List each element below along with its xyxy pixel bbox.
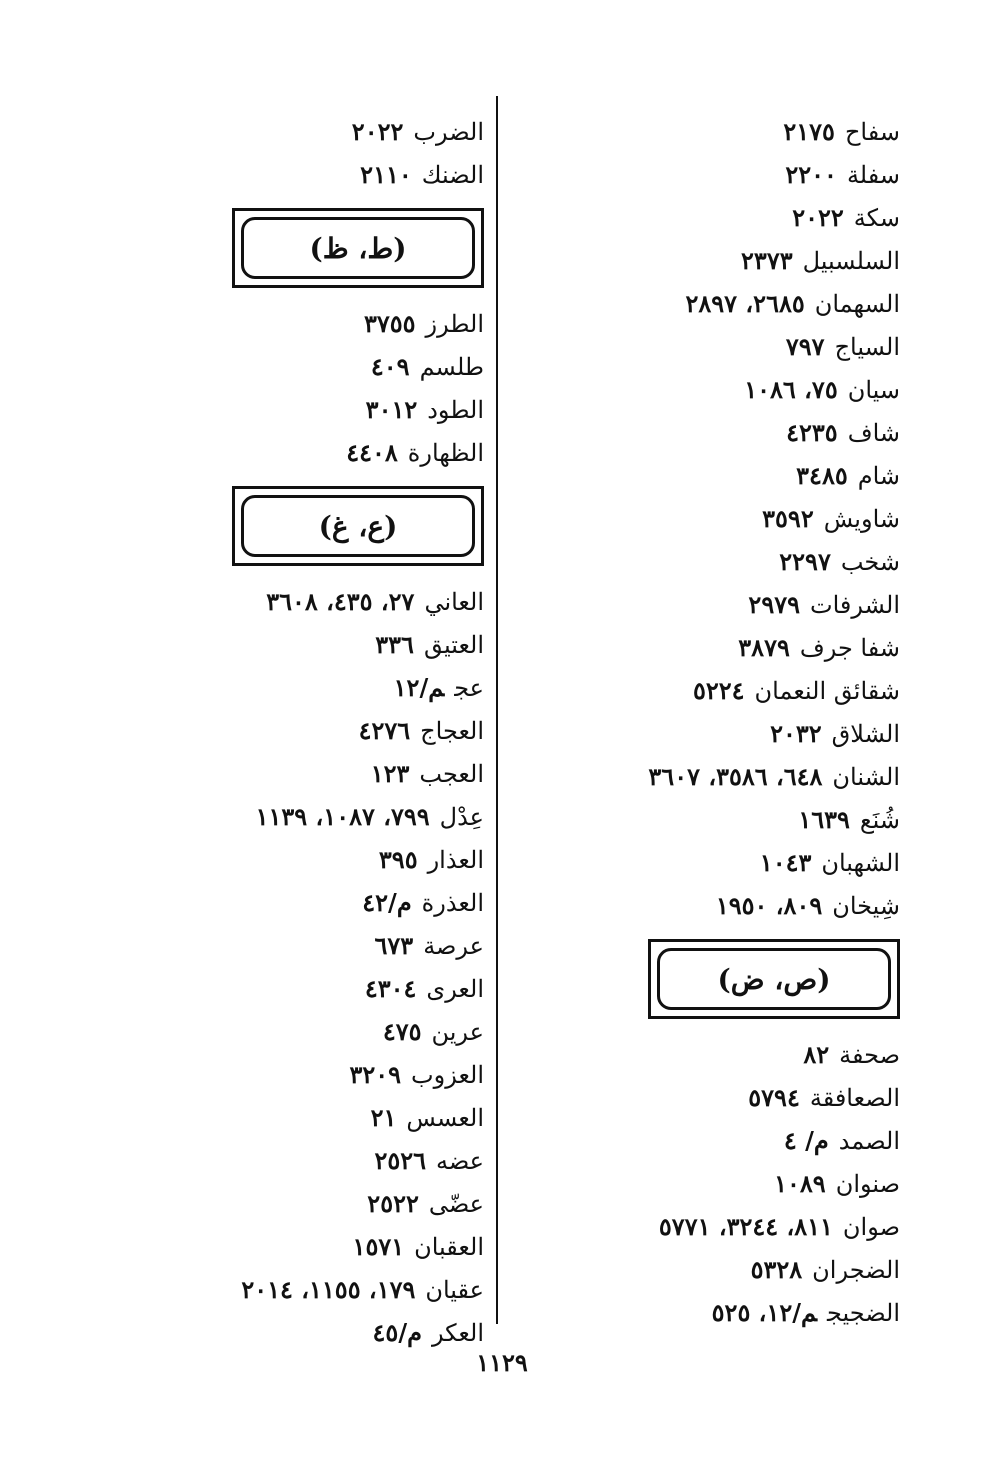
entry-references: ١٧٩، ١١٥٥، ٢٠١٤	[241, 1275, 416, 1304]
index-entry	[174, 580, 484, 623]
index-entry	[480, 1076, 900, 1119]
index-entry	[174, 1268, 484, 1311]
entry-term: الشنان	[832, 763, 900, 791]
entry-references: ٤٢٣٥	[786, 418, 838, 447]
entries-group	[480, 110, 900, 927]
index-entry	[174, 1139, 484, 1182]
index-entry	[174, 1010, 484, 1053]
entry-term: العتيق	[423, 631, 484, 659]
entry-term: الصعافقة	[809, 1084, 900, 1112]
right-column	[480, 110, 900, 1334]
entry-references: ٣٥٩٢	[762, 504, 814, 533]
entry-references: ٤٤٠٨	[346, 438, 398, 467]
entry-references: م/١٢	[393, 673, 445, 702]
entry-term: الضرب	[413, 118, 484, 146]
index-entry	[174, 795, 484, 838]
entry-references: ١٥٧١	[352, 1232, 405, 1261]
entry-term: عضّى	[428, 1190, 484, 1218]
entry-term: العقبان	[414, 1233, 484, 1261]
entry-term: سفاح	[844, 118, 900, 146]
page-number: ١١٢٩	[476, 1348, 528, 1377]
index-entry	[174, 302, 484, 345]
entry-references: ٥٢٢٤	[692, 676, 745, 705]
entry-term: الصمد	[838, 1127, 900, 1155]
entry-term: عقيان	[425, 1276, 484, 1304]
index-entry	[480, 712, 900, 755]
entry-term: عِدْل	[439, 803, 484, 831]
index-entry	[480, 1248, 900, 1291]
entry-references: ٢١٧٥	[783, 117, 835, 146]
entry-references: ١٠٨٩	[774, 1169, 826, 1198]
index-entry	[480, 1291, 900, 1334]
entry-term: الشهبان	[821, 849, 900, 877]
entry-term: السياج	[834, 333, 900, 361]
entry-references: ٦٧٣	[374, 931, 414, 960]
entry-references: ٧٩٧	[785, 332, 825, 361]
entry-references: م/٤٢	[362, 888, 412, 917]
entry-references: ٥٧٩٤	[748, 1083, 800, 1112]
entry-references: ٣٠١٢	[365, 395, 418, 424]
entry-references: ٤٣٠٤	[364, 974, 417, 1003]
entry-term: صحفة	[839, 1041, 900, 1069]
index-entry	[480, 153, 900, 196]
section-header-sad-dad	[648, 939, 900, 1019]
entry-term: العكر	[431, 1319, 484, 1347]
index-entry	[480, 755, 900, 798]
entry-term: الضجيج	[826, 1299, 900, 1327]
entry-term: صنوان	[835, 1170, 900, 1198]
index-entry	[480, 583, 900, 626]
entry-term: الضنك	[421, 161, 484, 189]
index-entry	[480, 540, 900, 583]
entry-references: ٨١١، ٣٢٤٤، ٥٧٧١	[658, 1212, 833, 1241]
entry-references: ٨٠٩، ١٩٥٠	[715, 891, 823, 920]
entry-term: شخب	[840, 548, 900, 576]
entries-group	[480, 1033, 900, 1334]
entry-references: م/ ٤	[783, 1126, 829, 1155]
index-entry	[480, 1033, 900, 1076]
entry-references: ٥٣٢٨	[750, 1255, 803, 1284]
entry-references: ٢٧، ٤٣٥، ٣٦٠٨	[266, 587, 415, 616]
index-entry	[480, 110, 900, 153]
index-entry	[480, 841, 900, 884]
entry-references: ٣٤٨٥	[796, 461, 848, 490]
section-header-ain-ghain	[232, 486, 484, 566]
entry-term: شاويش	[823, 505, 900, 533]
index-entry	[480, 626, 900, 669]
entry-term: سيان	[847, 376, 900, 404]
entry-term: سفلة	[846, 161, 900, 189]
entry-references: ٢١	[370, 1103, 397, 1132]
entry-references: ٤٢٧٦	[358, 716, 411, 745]
section-header-ta-za	[232, 208, 484, 288]
index-entry	[174, 345, 484, 388]
index-entry	[174, 388, 484, 431]
entry-references: ٨٢	[803, 1040, 830, 1069]
index-entry	[174, 881, 484, 924]
entry-term: شِيخان	[832, 892, 900, 920]
entry-references: ١٠٤٣	[759, 848, 812, 877]
entry-references: ٢٥٢٦	[374, 1146, 426, 1175]
entry-references: ٢٩٧٩	[748, 590, 800, 619]
section-header-label: (ص، ض)	[657, 948, 891, 1010]
entry-term: الظهارة	[407, 439, 484, 467]
entry-term: الطرز	[425, 310, 484, 338]
entry-references: م/١٢، ٥٢٥	[711, 1298, 817, 1327]
left-column	[174, 110, 484, 1354]
index-entry	[480, 1119, 900, 1162]
entry-references: ٢٢٠٠	[785, 160, 837, 189]
index-entry	[480, 1162, 900, 1205]
entry-term: عرين	[431, 1018, 484, 1046]
index-entry	[174, 967, 484, 1010]
entry-term: العاني	[424, 588, 484, 616]
entry-term: الطود	[427, 396, 484, 424]
entry-references: ٣٨٧٩	[738, 633, 790, 662]
entry-term: الضجران	[812, 1256, 900, 1284]
entry-term: العجاج	[420, 717, 484, 745]
entry-term: الشلاق	[831, 720, 900, 748]
index-entry	[480, 282, 900, 325]
index-entry	[480, 368, 900, 411]
entry-term: عرصة	[423, 932, 484, 960]
entry-references: ٢٠٢٢	[351, 117, 404, 146]
index-entry	[480, 669, 900, 712]
entry-term: عج	[454, 674, 484, 702]
entry-references: ٦٤٨، ٣٥٨٦، ٣٦٠٧	[648, 762, 823, 791]
index-entry	[480, 196, 900, 239]
entry-references: ٢٠٣٢	[770, 719, 822, 748]
entry-references: ٢٢٩٧	[779, 547, 831, 576]
entry-references: ٣٧٥٥	[363, 309, 416, 338]
entry-term: شاف	[847, 419, 900, 447]
entry-references: ٢١١٠	[360, 160, 412, 189]
index-entry	[174, 1053, 484, 1096]
index-entry	[480, 325, 900, 368]
entry-references: ٧٥، ١٠٨٦	[744, 375, 838, 404]
index-entry	[480, 411, 900, 454]
index-entry	[174, 838, 484, 881]
entry-term: العزوب	[411, 1061, 484, 1089]
section-header-label: (ع، غ)	[241, 495, 475, 557]
index-entry	[480, 239, 900, 282]
entry-references: ٤٧٥	[382, 1017, 422, 1046]
entries-group	[174, 110, 484, 196]
index-entry	[480, 1205, 900, 1248]
entries-group	[174, 302, 484, 474]
entry-term: الشرفات	[809, 591, 900, 619]
index-entry	[174, 153, 484, 196]
entry-term: شام	[857, 462, 900, 490]
index-entry	[174, 1225, 484, 1268]
entry-term: شُنَع	[859, 806, 900, 834]
entry-term: سكة	[853, 204, 900, 232]
entry-term: السهمان	[814, 290, 900, 318]
index-entry	[174, 709, 484, 752]
entry-references: ٣٣٦	[375, 630, 414, 659]
index-entry	[480, 798, 900, 841]
index-entry	[174, 752, 484, 795]
column-divider	[496, 96, 498, 1324]
entry-references: ٤٠٩	[370, 352, 410, 381]
entry-term: العجب	[419, 760, 484, 788]
entries-group	[174, 580, 484, 1354]
entry-references: ٧٩٩، ١٠٨٧، ١١٣٩	[255, 802, 430, 831]
entry-references: ١٦٣٩	[798, 805, 850, 834]
entry-references: ١٢٣	[370, 759, 410, 788]
entry-term: العسس	[406, 1104, 484, 1132]
entry-term: السلسبيل	[802, 247, 900, 275]
index-entry	[174, 431, 484, 474]
section-header-label: (ط، ظ)	[241, 217, 475, 279]
entry-references: ٢٣٧٣	[741, 246, 793, 275]
index-entry	[480, 454, 900, 497]
index-entry	[174, 1182, 484, 1225]
entry-term: عضه	[436, 1147, 484, 1175]
entry-term: صوان	[842, 1213, 900, 1241]
entry-term: طلسم	[419, 353, 484, 381]
index-entry	[480, 497, 900, 540]
entry-term: العرى	[426, 975, 484, 1003]
entry-references: ٢٠٢٢	[792, 203, 844, 232]
index-entry	[174, 666, 484, 709]
entry-term: العذار	[427, 846, 484, 874]
index-entry	[174, 924, 484, 967]
entry-references: ٢٥٢٢	[367, 1189, 419, 1218]
entry-references: ٢٦٨٥، ٢٨٩٧	[685, 289, 805, 318]
entry-references: ٣٢٠٩	[349, 1060, 402, 1089]
entry-term: شقائق النعمان	[754, 677, 900, 705]
index-entry	[174, 1096, 484, 1139]
entry-term: شفا جرف	[799, 634, 900, 662]
entry-references: ٣٩٥	[378, 845, 418, 874]
index-entry	[480, 884, 900, 927]
index-entry	[174, 110, 484, 153]
entry-references: م/٤٥	[372, 1318, 422, 1347]
entry-term: العذرة	[421, 889, 484, 917]
index-entry	[174, 623, 484, 666]
